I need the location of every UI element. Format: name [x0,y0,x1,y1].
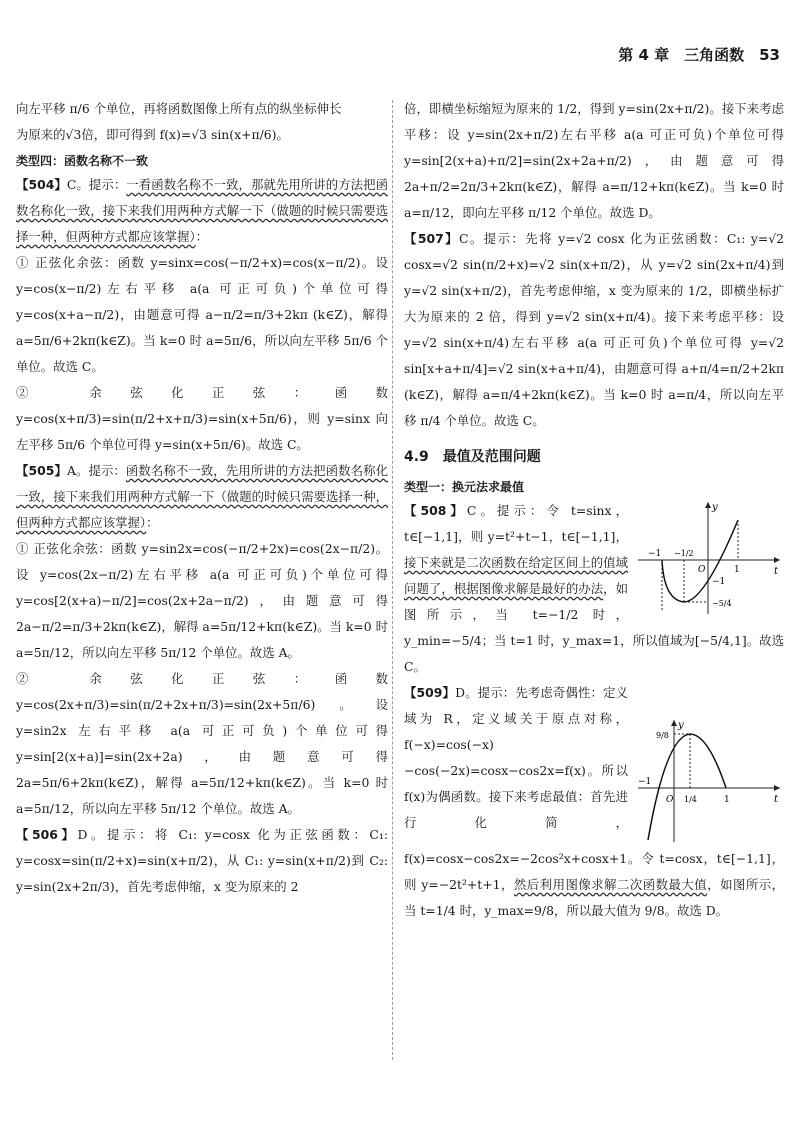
subheading-type1: 类型一：换元法求最值 [404,480,525,494]
tick-neg1-y: −1 [712,577,726,587]
answer-lead: C。提示： [66,177,127,192]
axis-label-y: y [678,720,684,731]
parabola-figure [634,716,784,846]
punct: ： [195,229,209,244]
answer-507 [404,226,784,434]
column-divider [392,100,393,1060]
question-number: 【505】 [16,463,67,478]
tick-nine-eighths: 9/8 [656,731,669,740]
answer-rest: ，如图所示，当 t=1/4 时，y_max=9/8，所以最大值为 9/8。故选 D。 [404,877,784,918]
paragraph: 倍，即横坐标缩短为原来的 1/2，得到 y=sin(2x+π/2)。接下来考虑平移：设 y=sin(2x+π/2)左右平移 a(a 可正可负)个单位可得 y=sin[2(x+a)+π/2]=sin(2x+2a+π/2)，由题意可得 2a+π/2=2π/3+2kπ(k∈Z)，解得 a=π/12+kπ(k∈Z)。当 k=0 时 a=π/12，即向左平移 π/12 个单位。故选 D。 [404,101,784,220]
highlighted-tip: 一看函数名称不一致，那就先用所讲的方法把函数名称化一致，接下来我们用两种方式解一下（做题的时候只需要选择一种，但两种方式都应该掌握） [16,177,388,244]
right-column [404,96,784,924]
method-1: ① 正弦化余弦：函数 y=sin2x=cos(−π/2+2x)=cos(2x−π/2)。设 y=cos(2x−π/2)左右平移 a(a 可正可负)个单位可得 y=cos[2(x+a)−π/2]=cos(2x+2a−π/2)，由题意可得 2a−π/2=π/3+2kπ(k∈Z)，解得 a=5π/12+kπ(k∈Z)。当 k=0 时 a=5π/12，所以向左平移 5π/12 个单位。故选 A。 [16,541,388,660]
answer-505 [16,458,388,536]
answer-508 [404,498,784,680]
answer-504 [16,172,388,250]
tick-one: 1 [724,795,730,805]
answer-506 [16,822,388,900]
answer-rest: ，如图所示，当 t=−1/2 时，y_min=−5/4；当 t=1 时，y_max=1，所以值域为[−5/4,1]。故选 C。 [404,581,784,674]
answer-lead: C。提示：令 t=sinx，t∈[−1,1]，则 y=t²+t−1，t∈[−1,1]， [404,503,628,544]
tick-neg-half: −1/2 [674,549,694,558]
answer-text: C。提示：先将 y=√2 cosx 化为正弦函数：C₁: y=√2 cosx=√2 sin(π/2+x)=√2 sin(x+π/2)，从 y=√2 sin(2x+π/4)到 y=√2 sin(x+π/2)，首先考虑伸缩，x 变为原来的 1/2，即横坐标扩大为原来的 2 倍，得到 y=√2 sin(x+π/4)。接下来考虑平移：设 y=√2 sin(x+π/4)左右平移 a(a 可正可负)个单位可得 y=√2 sin[x+a+π/4]=√2 sin(x+a+π/4)，由题意可得 a+π/4=π/2+2kπ (k∈Z)，解得 a=π/4+2kπ(k∈Z)。当 k=0 时 a=π/4，所以向左平移 π/4 个单位。故选 C。 [404,231,784,428]
method-2: ② 余弦化正弦：函数 y=cos(2x+π/3)=sin(π/2+2x+π/3)=sin(2x+5π/6)。设 y=sin2x 左右平移 a(a 可正可负)个单位可得 y=sin[2(x+a)]=sin(2x+2a)，由题意可得 2a=5π/6+2kπ(k∈Z)，解得 a=5π/12+kπ(k∈Z)。当 k=0 时 a=5π/12，所以向左平移 5π/12 个单位。故选 A。 [16,671,388,816]
answer-lead: D。提示：先考虑奇偶性：定义域为 R，定义域关于原点对称，f(−x)=cos(−x)−cos(−2x)=cosx−cos2x=f(x)。所以 f(x)为偶函数。接下来考虑最值：首先进行化简，f(x)=cosx−cos2x=−2cos²x+cosx+1。令 t=cosx，t∈[−1,1]，则 y=−2t²+t+1， [404,685,784,892]
subheading-type4: 类型四：函数名称不一致 [16,154,149,168]
graph-509 [634,716,784,846]
tick-neg-five-fourths: −5/4 [712,599,732,608]
highlighted-tip: 函数名称不一致，先用所讲的方法把函数名称化一致，接下来我们用两种方式解一下（做题的时候只需要选择一种，但两种方式都应该掌握） [16,463,388,530]
question-number: 【508】 [404,503,467,518]
question-number: 【504】 [16,177,67,192]
origin-label: O [698,565,706,575]
left-column [16,96,388,900]
axis-label-t: t [774,566,779,577]
question-number: 【507】 [404,231,459,246]
tick-one: 1 [734,565,740,575]
answer-lead: A。提示： [66,463,126,478]
section-title: 4.9 最值及范围问题 [404,449,541,465]
answer-509 [404,680,784,924]
method-1: ① 正弦化余弦：函数 y=sinx=cos(−π/2+x)=cos(x−π/2)。设 y=cos(x−π/2)左右平移 a(a 可正可负)个单位可得 y=cos(x+a−π/2)，由题意可得 a−π/2=π/3+2kπ (k∈Z)，解得 a=5π/6+2kπ(k∈Z)。当 k=0 时 a=5π/6，所以向左平移 5π/6 个单位。故选 C。 [16,255,388,374]
page-header: 第 4 章 三角函数 53 [618,46,780,64]
method-2: ② 余弦化正弦：函数 y=cos(x+π/3)=sin(π/2+x+π/3)=sin(x+5π/6)，则 y=sinx 向左平移 5π/6 个单位可得 y=sin(x+5π/6)。故选 C。 [16,385,388,452]
tick-quarter: 1/4 [684,795,697,804]
axis-label-y: y [712,502,718,513]
paragraph: 向左平移 π/6 个单位，再将函数图像上所有点的纵坐标伸长 [16,101,342,116]
question-number: 【506】 [16,827,78,842]
highlighted-tip: 然后利用图像求解二次函数最大值 [513,877,708,892]
parabola-figure [634,498,784,618]
tick-neg1: −1 [648,549,662,559]
punct: ： [146,515,159,530]
answer-text: D。提示：将 C₁: y=cosx 化为正弦函数：C₁: y=cosx=sin(π/2+x)=sin(x+π/2)，从 C₁: y=sin(x+π/2)到 C₂: y=sin(2x+2π/3)，首先考虑伸缩，x 变为原来的 2 [16,827,388,894]
paragraph: 为原来的√3倍，即可得到 f(x)=√3 sin(x+π/6)。 [16,127,289,142]
question-number: 【509】 [404,685,456,700]
axis-label-t: t [774,794,779,805]
tick-neg1: −1 [638,777,652,787]
graph-508 [634,498,784,618]
origin-label: O [666,795,674,805]
highlighted-tip: 接下来就是二次函数在给定区间上的值域问题了，根据图像求解是最好的办法 [404,555,628,596]
